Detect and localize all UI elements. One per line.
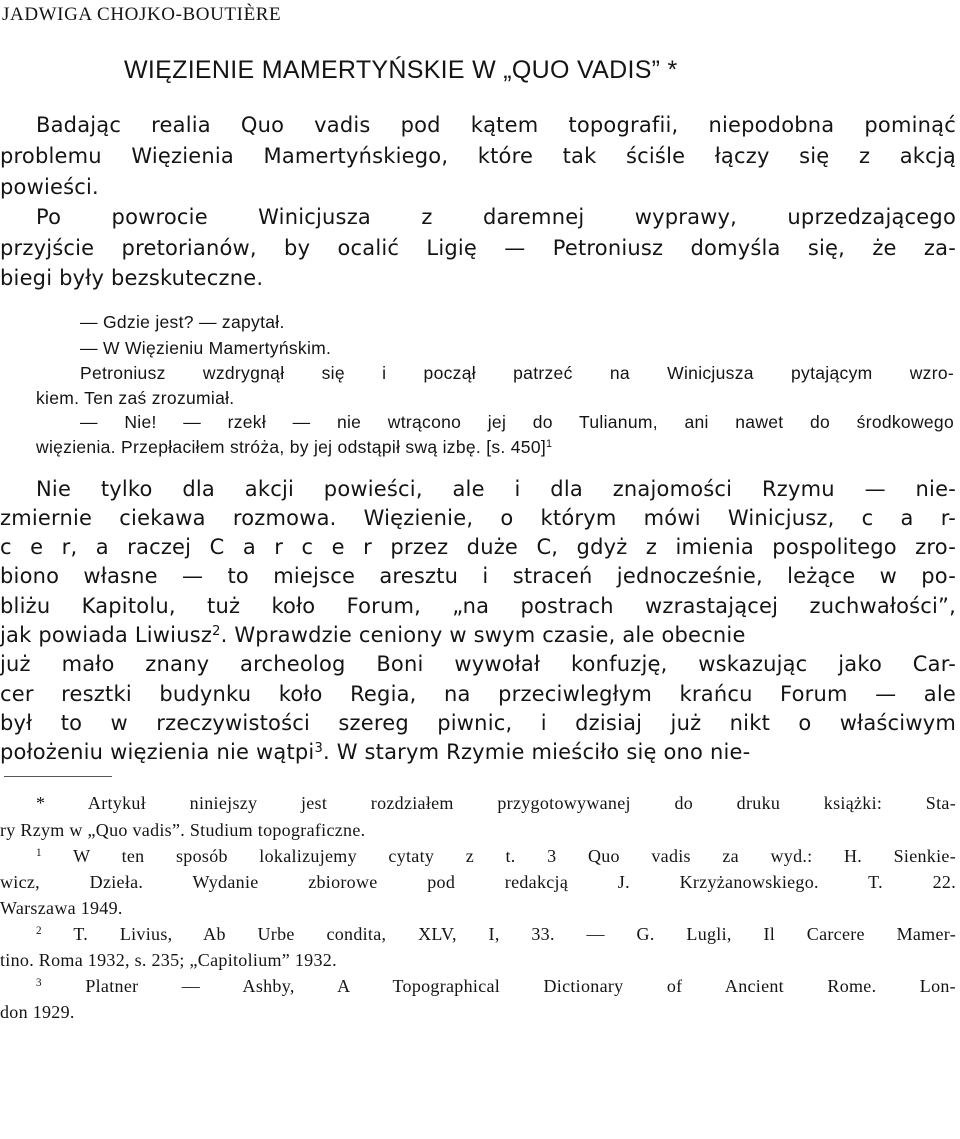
body-text-line: był to w rzeczywistości szereg piwnic, i dzisiaj już nikt o właściwym [0, 711, 956, 735]
footnote-ref: 3 [314, 740, 323, 756]
body-text-line: bliżu Kapitolu, tuż koło Forum, „na postrach wzrastającej zuchwałości”, [0, 594, 956, 618]
body-text-line: Po powrocie Winicjusza z daremnej wyprawy, uprzedzającego [36, 205, 956, 229]
footnote-line: don 1929. [0, 1002, 75, 1022]
footnote-line: wicz, Dzieła. Wydanie zbiorowe pod redakcją J. Krzyżanowskiego. T. 22. [0, 872, 956, 892]
body-text-line: biono własne — to miejsce aresztu i straceń jednocześnie, leżące w po- [0, 564, 956, 588]
body-text-line: Nie tylko dla akcji powieści, ale i dla znajomości Rzymu — nie- [36, 477, 956, 501]
footnote-line: $^2$ T. Livius, Ab Urbe condita, XLV, I, 33. — G. Lugli, Il Carcere Mamer- [36, 924, 956, 944]
body-text-line: cer resztki budynku koło Regia, na przeciwległym krańcu Forum — ale [0, 682, 956, 706]
footnote-line: $^3$ Platner — Ashby, A Topographical Dictionary of Ancient Rome. Lon- [36, 976, 956, 996]
footnote-ref: 1 [546, 438, 553, 451]
body-text-line: biegi były bezskuteczne. [0, 266, 264, 290]
footnote-line: $^1$ W ten sposób lokalizujemy cytaty z t. 3 Quo vadis za wyd.: H. Sienkie- [36, 846, 956, 866]
body-text-line: c e r, a raczej C a r c e r przez duże C, gdyż z imienia pospolitego zro- [0, 535, 956, 559]
footnote-line: ry Rzym w „Quo vadis”. Studium topograficzne. [0, 820, 366, 840]
quote-line: Petroniusz wzdrygnął się i począł patrzeć na Winicjusza pytającym wzro- [80, 363, 954, 383]
quote-line: — Gdzie jest? — zapytał. [80, 312, 285, 332]
quote-line: — W Więzieniu Mamertyńskim. [80, 338, 332, 358]
body-text-line: już mało znany archeolog Boni wywołał konfuzję, wskazując jako Car- [0, 652, 956, 676]
body-text-line: powieści. [0, 175, 99, 199]
quote-line: więzienia. Przepłaciłem stróża, by jej odstąpił swą izbę. [s. 450]$^1$ [36, 437, 553, 457]
body-text-line: Badając realia Quo vadis pod kątem topografii, niepodobna pominąć [36, 113, 956, 137]
quote-line: kiem. Ten zaś zrozumiał. [36, 388, 235, 408]
footnote-line: tino. Roma 1932, s. 235; „Capitolium” 1932. [0, 950, 337, 970]
body-text-line: problemu Więzienia Mamertyńskiego, które tak ściśle łączy się z akcją [0, 144, 956, 168]
running-header-author: JADWIGA CHOJKO-BOUTIÈRE [2, 4, 282, 25]
body-text-line: zmiernie ciekawa rozmowa. Więzienie, o którym mówi Winicjusz, c a r- [0, 506, 956, 530]
footnote-separator [4, 776, 112, 777]
body-text-line: przyjście pretorianów, by ocalić Ligię — Petroniusz domyśla się, że za- [0, 236, 956, 260]
article-title: WIĘZIENIE MAMERTYŃSKIE W „QUO VADIS” * [124, 56, 678, 84]
footnote-line: Warszawa 1949. [0, 898, 123, 918]
quote-line: — Nie! — rzekł — nie wtrącono jej do Tulianum, ani nawet do środkowego [80, 412, 954, 432]
footnote-ref: 2 [212, 623, 221, 639]
body-text-line: jak powiada Liwiusz$^2$. Wprawdzie ceniony w swym czasie, ale obecnie [0, 623, 746, 647]
body-text-line: położeniu więzienia nie wątpi$^3$. W starym Rzymie mieściło się ono nie- [0, 740, 751, 764]
footnote-line: * Artykuł niniejszy jest rozdziałem przygotowywanej do druku książki: Sta- [36, 793, 956, 813]
